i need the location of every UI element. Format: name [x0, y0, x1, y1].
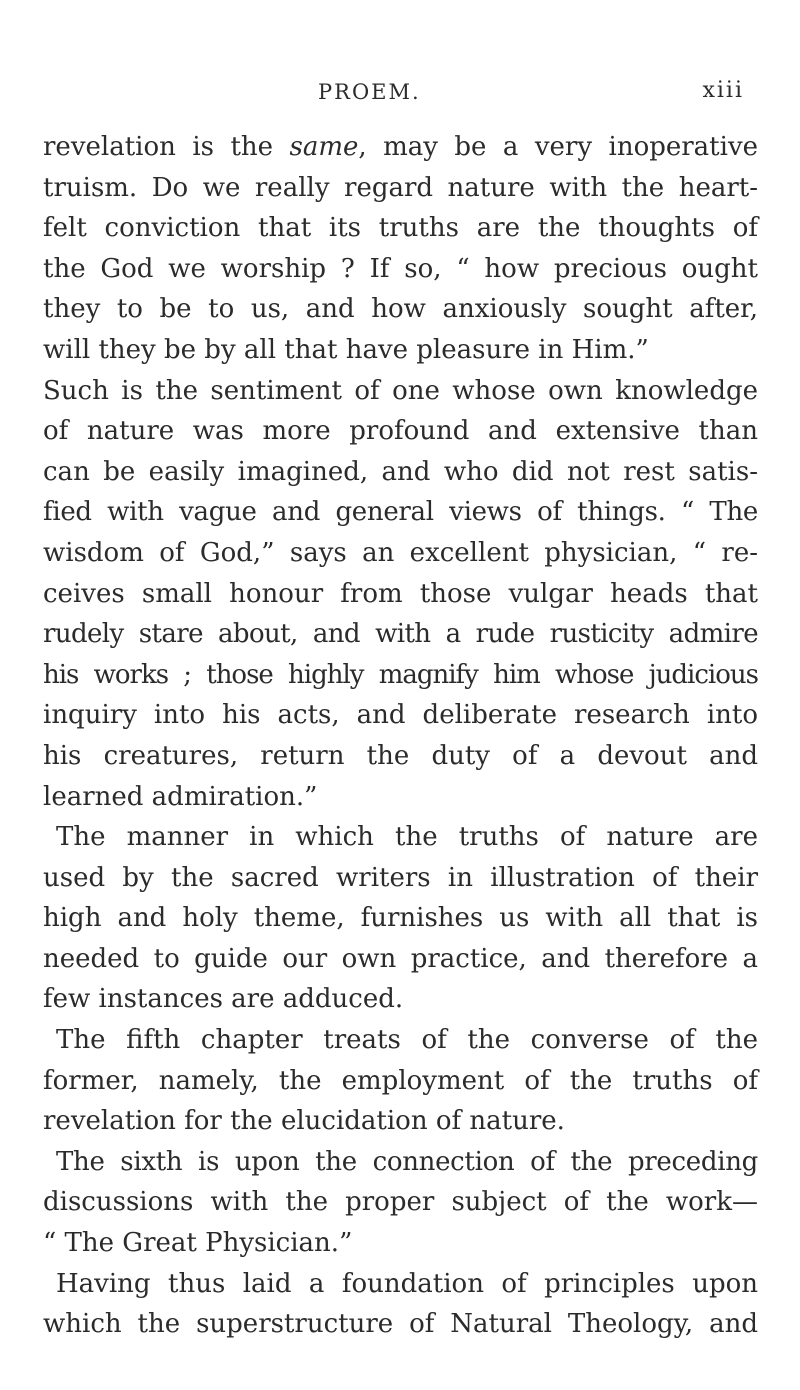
- text-line: his creatures, return the duty of a devout and: [43, 740, 758, 771]
- text-line: needed to guide our own practice, and therefore a: [43, 943, 758, 974]
- text-line: felt conviction that its truths are the thoughts of: [43, 213, 758, 244]
- text-line: will they be by all that have pleasure in Him.”: [43, 334, 649, 365]
- text-line: inquiry into his acts, and deliberate research into: [43, 700, 758, 731]
- body-text: [43, 127, 758, 1345]
- text-line: revelation is the same, may be a very inoperative: [43, 132, 759, 162]
- text-line: revelation for the elucidation of nature.: [43, 1106, 565, 1137]
- text-line: can be easily imagined, and who did not rest satis-: [43, 456, 758, 487]
- paragraph-start-line: The manner in which the truths of nature are: [56, 822, 758, 853]
- text-line: wisdom of God,” says an excellent physician, “ re-: [43, 537, 758, 568]
- text-line: Such is the sentiment of one whose own knowledge: [43, 375, 758, 406]
- text-line: learned admiration.”: [43, 781, 318, 812]
- paragraph-start-line: The fifth chapter treats of the converse of the: [56, 1025, 758, 1056]
- text-line: few instances are adduced.: [43, 984, 404, 1015]
- text-line: the God we worship ? If so, “ how precious ought: [43, 253, 758, 284]
- emphasis: same: [289, 132, 359, 162]
- text-line: his works ; those highly magnify him whose judicious: [43, 659, 758, 690]
- text-line: rudely stare about, and with a rude rusticity admire: [43, 619, 758, 650]
- paragraph-start-line: Having thus laid a foundation of principles upon: [56, 1268, 758, 1299]
- text-line: fied with vague and general views of things. “ The: [43, 497, 758, 528]
- text-line: former, namely, the employment of the truths of: [43, 1065, 758, 1096]
- text-line: high and holy theme, furnishes us with all that is: [43, 903, 758, 934]
- text-line: truism. Do we really regard nature with the heart-: [43, 172, 758, 203]
- text-line: “ The Great Physician.”: [43, 1228, 353, 1259]
- text-line: which the superstructure of Natural Theology, and: [43, 1309, 758, 1340]
- text-line: ceives small honour from those vulgar heads that: [43, 578, 758, 609]
- page-number: xiii: [702, 78, 744, 103]
- paragraph-start-line: The sixth is upon the connection of the preceding: [56, 1146, 758, 1177]
- running-title: PROEM.: [318, 80, 421, 104]
- text-line: they to be to us, and how anxiously sought after,: [43, 294, 758, 325]
- text-line: of nature was more profound and extensive than: [43, 416, 758, 447]
- text-line: used by the sacred writers in illustration of their: [43, 862, 758, 893]
- text-line: discussions with the proper subject of the work—: [43, 1187, 758, 1218]
